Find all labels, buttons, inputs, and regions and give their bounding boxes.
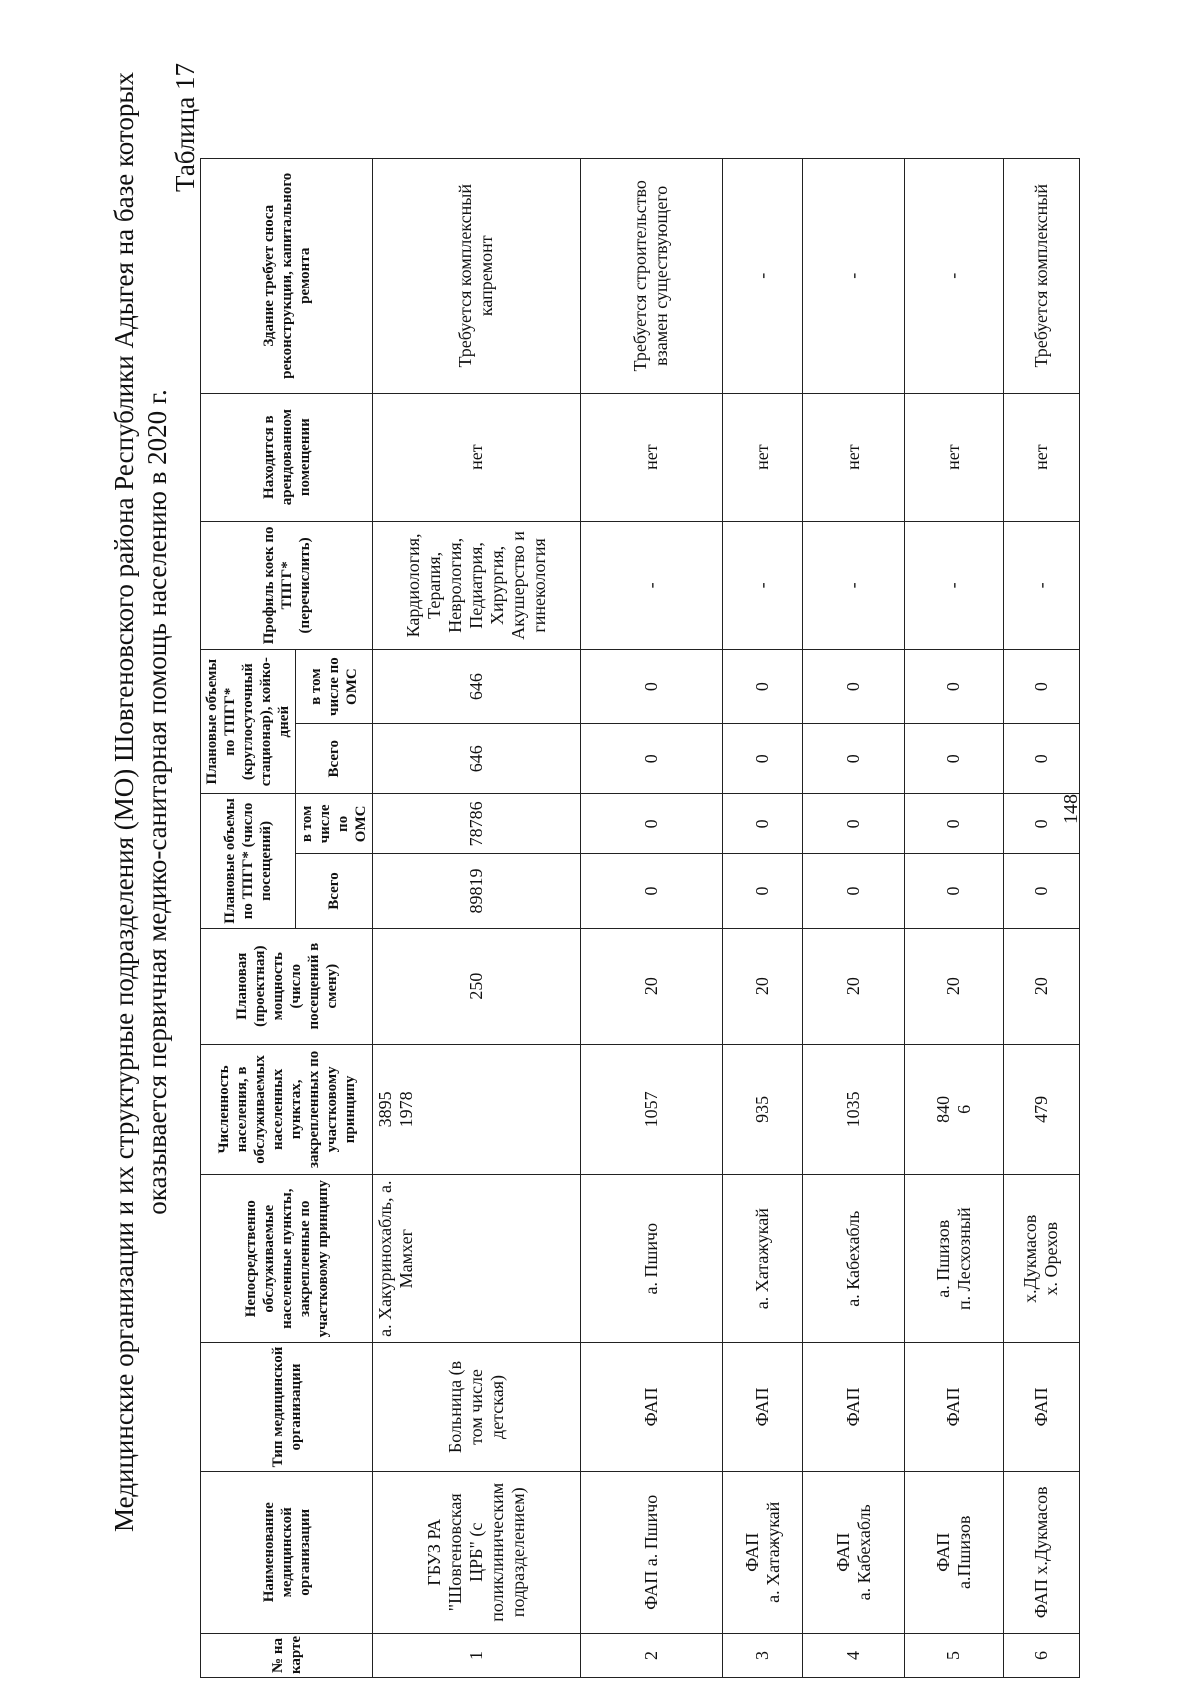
organizations-table [200,158,1080,1678]
col-beddays-group-header: Плановые объемы по ТПГГ* (круглосуточный стационар), койко-дней [201,650,296,794]
col-beddays-oms-header: в том числе по ОМС [296,650,373,724]
cell-name: ФАП а. Кабехабль [803,1471,904,1633]
cell-repair: Требуется строительство взамен существующего [580,159,722,394]
table-row [803,159,904,1678]
page-title: Медицинские организации и их структурные подразделения (МО) Шовгеновского района Республики Адыгея на базе которых оказывается первичная медико-санитарная помощь населению в 2020 г. [109,72,172,1532]
cell-repair: Требуется комплексный капремонт [373,159,581,394]
col-name-header: Наименование медицинской организации [201,1471,373,1633]
col-bed-profile-header: Профиль коек по ТПГГ* (перечислить) [201,521,373,649]
cell-bed-profile: - [580,521,722,649]
cell-population: 840 6 [904,1044,1003,1174]
cell-bed-profile: - [904,521,1003,649]
col-population-header: Численность населения, в обслуживаемых населенных пунктах, закрепленных по участковому принципу [201,1044,373,1174]
cell-rented: нет [1003,393,1079,521]
cell-population: 1057 [580,1044,722,1174]
table-label: Таблица 17 [170,63,200,192]
cell-type: ФАП [580,1343,722,1471]
cell-settlements: а. Хатажукай [722,1175,803,1343]
cell-beddays-total: 0 [904,724,1003,794]
col-capacity-header: Плановая (проектная) мощность (число посещений в смену) [201,928,373,1044]
cell-num: 3 [722,1633,803,1677]
col-visits-total-header: Всего [296,854,373,928]
cell-repair: Требуется комплексный [1003,159,1079,394]
cell-capacity: 20 [803,928,904,1044]
cell-capacity: 20 [580,928,722,1044]
cell-type: ФАП [1003,1343,1079,1471]
cell-visits-oms: 0 [580,794,722,854]
cell-rented: нет [803,393,904,521]
cell-population: 935 [722,1044,803,1174]
cell-name: ФАП а.Пшизов [904,1471,1003,1633]
cell-visits-total: 0 [803,854,904,928]
cell-beddays-total: 0 [722,724,803,794]
col-visits-oms-header: в том числе по ОМС [296,794,373,854]
cell-rented: нет [373,393,581,521]
cell-type: Больница (в том числе детская) [373,1343,581,1471]
cell-capacity: 20 [722,928,803,1044]
cell-settlements: а. Пшичо [580,1175,722,1343]
table-row [904,159,1003,1678]
cell-rented: нет [722,393,803,521]
table-row [580,159,722,1678]
cell-type: ФАП [722,1343,803,1471]
cell-population: 3895 1978 [373,1044,581,1174]
cell-settlements: а. Хакуринохабль, а. Мамхег [373,1175,581,1343]
table-row [373,159,581,1678]
cell-name: ГБУЗ РА "Шовгеновская ЦРБ" (с поликлиническим подразделением) [373,1471,581,1633]
cell-name: ФАП х.Дукмасов [1003,1471,1079,1633]
cell-beddays-total: 646 [373,724,581,794]
cell-visits-oms: 0 [803,794,904,854]
cell-beddays-total: 0 [580,724,722,794]
cell-population: 1035 [803,1044,904,1174]
col-beddays-total-header: Всего [296,724,373,794]
cell-visits-total: 0 [580,854,722,928]
cell-settlements: а. Кабехабль [803,1175,904,1343]
cell-visits-oms: 0 [722,794,803,854]
cell-capacity: 20 [904,928,1003,1044]
cell-beddays-oms: 0 [580,650,722,724]
cell-beddays-oms: 0 [904,650,1003,724]
cell-visits-total: 0 [1003,854,1079,928]
cell-visits-oms: 0 [904,794,1003,854]
cell-bed-profile: - [722,521,803,649]
table-row [722,159,803,1678]
cell-repair: - [904,159,1003,394]
cell-visits-oms: 0 [1003,794,1079,854]
cell-visits-oms: 78786 [373,794,581,854]
cell-settlements: а. Пшизов п. Лесхозный [904,1175,1003,1343]
col-type-header: Тип медицинской организации [201,1343,373,1471]
cell-num: 1 [373,1633,581,1677]
page-number: 148 [1060,794,1082,824]
cell-bed-profile: Кардиология, Терапия, Неврология, Педиатрия, Хирургия, Акушерство и гинекология [373,521,581,649]
cell-repair: - [803,159,904,394]
col-rented-header: Находится в арендованном помещении [201,393,373,521]
cell-visits-total: 0 [722,854,803,928]
col-repair-header: Здание требует сноса реконструкции, капитального ремонта [201,159,373,394]
cell-beddays-total: 0 [1003,724,1079,794]
cell-visits-total: 89819 [373,854,581,928]
cell-repair: - [722,159,803,394]
cell-beddays-oms: 0 [803,650,904,724]
cell-settlements: х.Дукмасов х. Орехов [1003,1175,1079,1343]
cell-type: ФАП [803,1343,904,1471]
cell-num: 6 [1003,1633,1079,1677]
cell-beddays-oms: 646 [373,650,581,724]
cell-beddays-total: 0 [803,724,904,794]
col-visits-group-header: Плановые объемы по ТПГГ* (число посещений) [201,794,296,928]
cell-num: 5 [904,1633,1003,1677]
cell-name: ФАП а. Хатажукай [722,1471,803,1633]
cell-bed-profile: - [803,521,904,649]
cell-beddays-oms: 0 [722,650,803,724]
table-row [1003,159,1079,1678]
cell-num: 4 [803,1633,904,1677]
cell-num: 2 [580,1633,722,1677]
header-row [201,159,296,1678]
cell-bed-profile: - [1003,521,1079,649]
cell-type: ФАП [904,1343,1003,1471]
col-num-header: № на карте [201,1633,373,1677]
cell-visits-total: 0 [904,854,1003,928]
cell-rented: нет [580,393,722,521]
cell-name: ФАП а. Пшичо [580,1471,722,1633]
col-settlements-header: Непосредственно обслуживаемые населенные пункты, закрепленные по участковому принципу [201,1175,373,1343]
cell-capacity: 250 [373,928,581,1044]
cell-capacity: 20 [1003,928,1079,1044]
cell-rented: нет [904,393,1003,521]
cell-population: 479 [1003,1044,1079,1174]
cell-beddays-oms: 0 [1003,650,1079,724]
